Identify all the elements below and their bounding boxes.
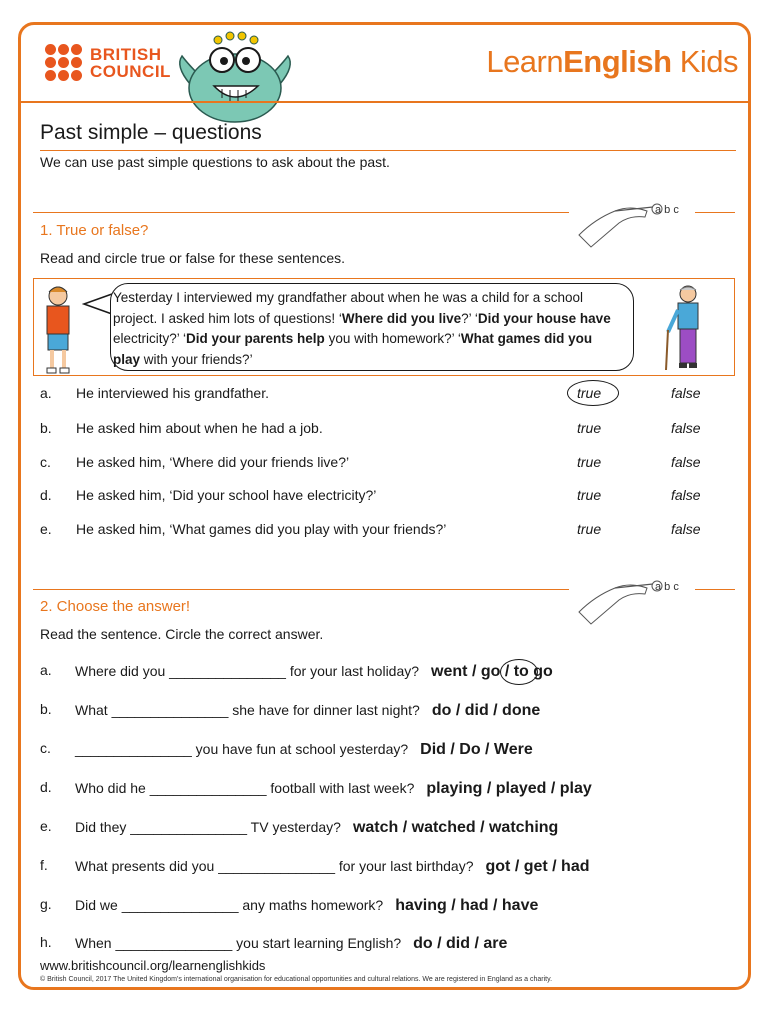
british-council-logo [45,44,171,81]
answer-blank[interactable]: _______________ [75,741,192,757]
sentence-before: Who did he [75,780,150,796]
item-sentence [75,780,592,798]
answer-blank[interactable]: _______________ [169,663,286,679]
header-divider [21,101,748,103]
item-letter: f. [40,857,48,873]
item-sentence [75,935,507,953]
item-sentence [75,663,553,681]
item-letter: b. [40,701,52,717]
tf-item-c [40,454,720,474]
story-text-1: Yesterday I interviewed my grandfather about when he was a child for a school project. I asked him lots of questions! ‘ [113,290,584,326]
brand-english: English [563,44,672,79]
item-sentence [75,858,590,876]
sentence-before: What presents did you [75,858,219,874]
item-letter: d. [40,779,52,795]
item-sentence: He asked him about when he had a job. [76,420,323,436]
answer-circle [500,659,538,685]
brand-learn: Learn [486,44,564,79]
true-option[interactable]: true [577,385,602,401]
section1-divider-right [695,212,735,213]
item-letter: b. [40,420,52,436]
item-letter: e. [40,818,52,834]
sentence-after: you start learning English? [232,935,402,951]
choice-item-g [40,895,720,919]
story-question-3: Did your parents help [186,331,325,346]
answer-options[interactable]: got / get / had [485,858,590,875]
choice-item-f [40,856,720,880]
sentence-before: Did they [75,819,131,835]
writing-hand-icon [575,572,695,632]
answer-blank[interactable]: _______________ [130,819,248,835]
monster-mascot-icon [170,26,300,126]
item-letter: d. [40,487,52,503]
footer-copyright: © British Council, 2017 The United Kingdom’s international organisation for educational opportunities and cultural relations. We are registered in England as a charity. [40,976,553,983]
item-letter: e. [40,521,52,537]
false-option[interactable]: false [671,521,701,537]
story-text-2: ?’ ‘ [461,310,478,326]
title-divider [40,150,736,151]
tf-item-a [40,385,720,405]
false-option[interactable]: false [671,420,701,436]
abc-label: a b c [655,204,679,216]
item-letter: g. [40,896,52,912]
answer-blank[interactable]: _______________ [218,858,335,874]
choice-item-b [40,700,720,724]
answer-options[interactable]: playing / played / play [426,780,592,797]
choice-item-c [40,739,720,763]
answer-options[interactable]: do / did / done [431,702,541,719]
sentence-before: When [75,935,116,951]
sentence-after: any maths homework? [238,897,384,913]
intro-text: We can use past simple questions to ask about the past. [40,154,390,170]
sentence-after: you have fun at school yesterday? [191,741,409,757]
story-text-5: with your friends?’ [140,351,253,367]
item-letter: a. [40,662,52,678]
story-question-2: Did your house have [477,310,611,326]
answer-options[interactable]: Did / Do / Were [420,741,533,758]
story-text-4: you with homework?’ ‘ [324,331,461,346]
true-option[interactable]: true [577,521,602,537]
story-speech-bubble [110,283,634,371]
item-letter: c. [40,454,51,470]
writing-hand-icon [575,195,695,255]
tf-item-e [40,521,720,541]
sentence-after: football with last week? [266,780,415,796]
item-sentence [75,897,538,915]
answer-options[interactable]: having / had / have [395,897,539,914]
answer-blank[interactable]: _______________ [111,702,229,718]
sentence-before: Did we [75,897,122,913]
sentence-after: TV yesterday? [247,819,341,835]
sentence-before: Where did you [75,663,170,679]
answer-blank[interactable]: _______________ [121,897,239,913]
sentence-before: What [75,702,112,718]
section2-divider-right [695,589,735,590]
item-sentence [75,702,540,720]
sentence-after: she have for dinner last night? [228,702,420,718]
answer-options[interactable]: do / did / are [413,935,508,952]
grandfather-character-icon [662,282,710,374]
item-sentence: He interviewed his grandfather. [76,385,269,401]
choice-item-h [40,933,720,957]
boy-character-icon [38,282,78,376]
tf-item-b [40,420,720,440]
item-sentence: He asked him, ‘What games did you play with your friends?’ [76,521,447,537]
tf-item-d [40,487,720,507]
section1-divider-left [33,212,569,213]
story-text-3: electricity?’ ‘ [113,331,187,346]
sentence-after: for your last birthday? [334,858,474,874]
item-letter: c. [40,740,51,756]
true-option[interactable]: true [577,420,602,436]
item-letter: a. [40,385,52,401]
logo-line-1: BRITISH [90,44,162,64]
choice-item-a [40,661,720,685]
true-option[interactable]: true [577,487,602,503]
item-letter: h. [40,934,52,950]
choice-item-e [40,817,720,841]
false-option[interactable]: false [671,385,701,401]
answer-blank[interactable]: _______________ [149,780,267,796]
item-sentence: He asked him, ‘Where did your friends live?’ [76,454,350,470]
footer-url-link[interactable]: www.britishcouncil.org/learnenglishkids [40,958,266,973]
choice-item-d [40,778,720,802]
sentence-after: for your last holiday? [285,663,420,679]
story-question-4: What games did you play [113,331,593,367]
worksheet-title: Past simple – questions [40,121,262,144]
logo-line-2: COUNCIL [90,61,171,81]
false-option[interactable]: false [671,487,701,503]
true-option[interactable]: true [577,454,602,470]
answer-blank[interactable]: _______________ [115,935,233,951]
item-sentence [75,741,533,759]
section1-heading: 1. True or false? [40,222,149,239]
answer-options[interactable]: watch / watched / watching [352,819,559,836]
item-sentence [75,819,558,837]
false-option[interactable]: false [671,454,701,470]
story-question-1: Where did you live [341,310,462,326]
learnenglish-kids-logo [486,44,738,80]
item-sentence: He asked him, ‘Did your school have electricity?’ [76,487,377,503]
british-council-dots-icon [45,44,82,81]
brand-kids: Kids [671,44,738,79]
section1-instruction: Read and circle true or false for these sentences. [40,250,346,266]
section2-heading: 2. Choose the answer! [40,598,191,615]
abc-label: a b c [655,581,679,593]
section2-divider-left [33,589,569,590]
answer-options[interactable]: went / go / to go [431,663,553,680]
section2-instruction: Read the sentence. Circle the correct answer. [40,626,324,642]
